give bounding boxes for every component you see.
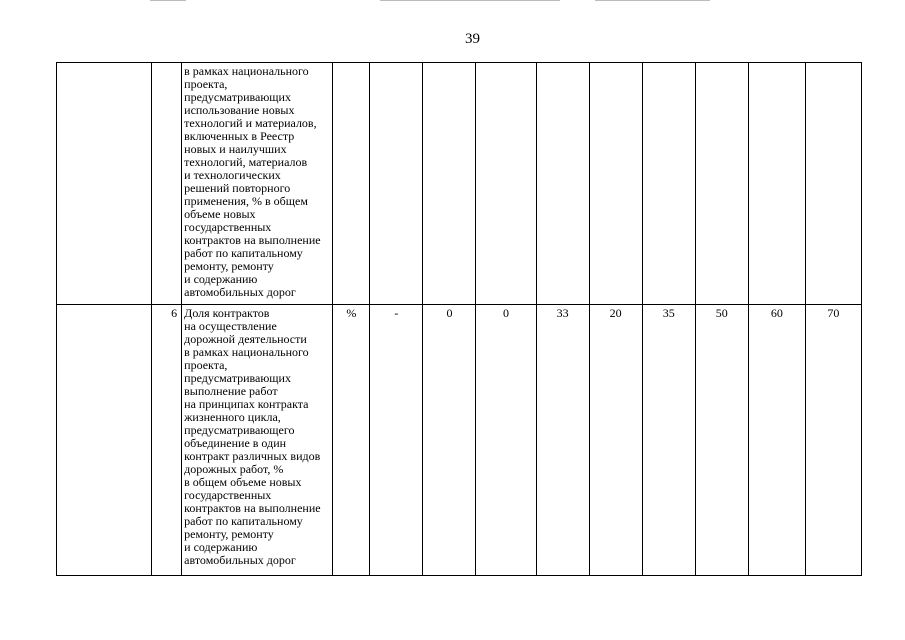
value-cell: 60 (748, 305, 805, 576)
value-cell (476, 63, 536, 305)
indicator-description: Доля контрактов на осуществление дорожной деятельности в рамках национального проекта, предусматривающих выполнение работ на принципах контракта жизненного цикла, предусматривающего объединение в один контракт различных видов дорожных работ, % в общем объеме новых государственных контрактов на выполнение работ по капитальному ремонту, ремонту и содержанию автомобильных дорог (182, 305, 333, 576)
value-cell (536, 63, 589, 305)
value-cell (370, 63, 423, 305)
table-row (57, 305, 862, 576)
page-top-edge-middle (380, 0, 560, 1)
table-cell-empty (57, 305, 152, 576)
row-number: 6 (152, 305, 182, 576)
page-top-edge-right (595, 0, 710, 1)
value-cell: 0 (476, 305, 536, 576)
value-cell: - (370, 305, 423, 576)
indicator-description: в рамках национального проекта, предусматривающих использование новых технологий и материалов, включенных в Реестр новых и наилучших технологий, материалов и технологических решений повторного применения, % в общем объеме новых государственных контрактов на выполнение работ по капитальному ремонту, ремонту и содержанию автомобильных дорог (182, 63, 333, 305)
table-row (57, 63, 862, 305)
page-top-edge-left (150, 0, 186, 1)
value-cell (642, 63, 695, 305)
value-cell: 0 (423, 305, 476, 576)
table-cell-empty (57, 63, 152, 305)
value-cell: 33 (536, 305, 589, 576)
indicators-table (56, 62, 862, 576)
value-cell (423, 63, 476, 305)
value-cell (695, 63, 748, 305)
value-cell (748, 63, 805, 305)
row-number (152, 63, 182, 305)
value-cell: 35 (642, 305, 695, 576)
value-cell: 20 (589, 305, 642, 576)
unit-cell (333, 63, 370, 305)
unit-cell: % (333, 305, 370, 576)
value-cell: 50 (695, 305, 748, 576)
page-number: 39 (465, 31, 480, 47)
value-cell (589, 63, 642, 305)
value-cell: 70 (805, 305, 861, 576)
value-cell (805, 63, 861, 305)
